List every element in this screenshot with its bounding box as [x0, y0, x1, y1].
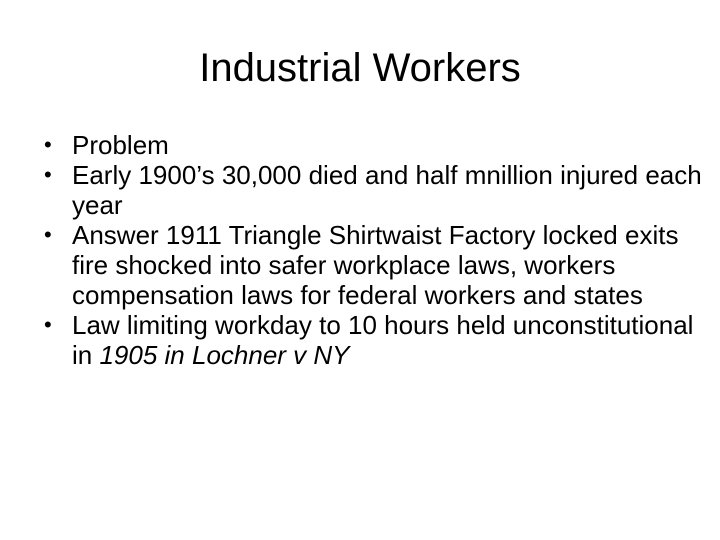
bullet-text: Law limiting workday to 10 hours held unconstitutional in	[72, 310, 694, 370]
bullet-dot-icon: •	[44, 312, 52, 337]
bullet-list	[42, 130, 702, 370]
bullet-item-problem	[42, 130, 702, 160]
bullet-text-emphasis: 1905 in Lochner v NY	[99, 340, 350, 370]
slide-title: Industrial Workers	[199, 46, 521, 90]
bullet-text: Early 1900’s 30,000 died and half mnillion injured each year	[72, 160, 702, 220]
bullet-dot-icon: •	[44, 162, 52, 187]
bullet-item-answer-1911	[42, 220, 702, 310]
bullet-text: Problem	[72, 130, 169, 160]
bullet-dot-icon: •	[44, 132, 52, 157]
bullet-text: Answer 1911 Triangle Shirtwaist Factory locked exits fire shocked into safer workplace laws, workers compensation laws for federal workers and states	[72, 220, 679, 310]
bullet-item-early-1900s	[42, 160, 702, 220]
bullet-item-law-limiting-workday	[42, 310, 702, 370]
bullet-dot-icon: •	[44, 222, 52, 247]
